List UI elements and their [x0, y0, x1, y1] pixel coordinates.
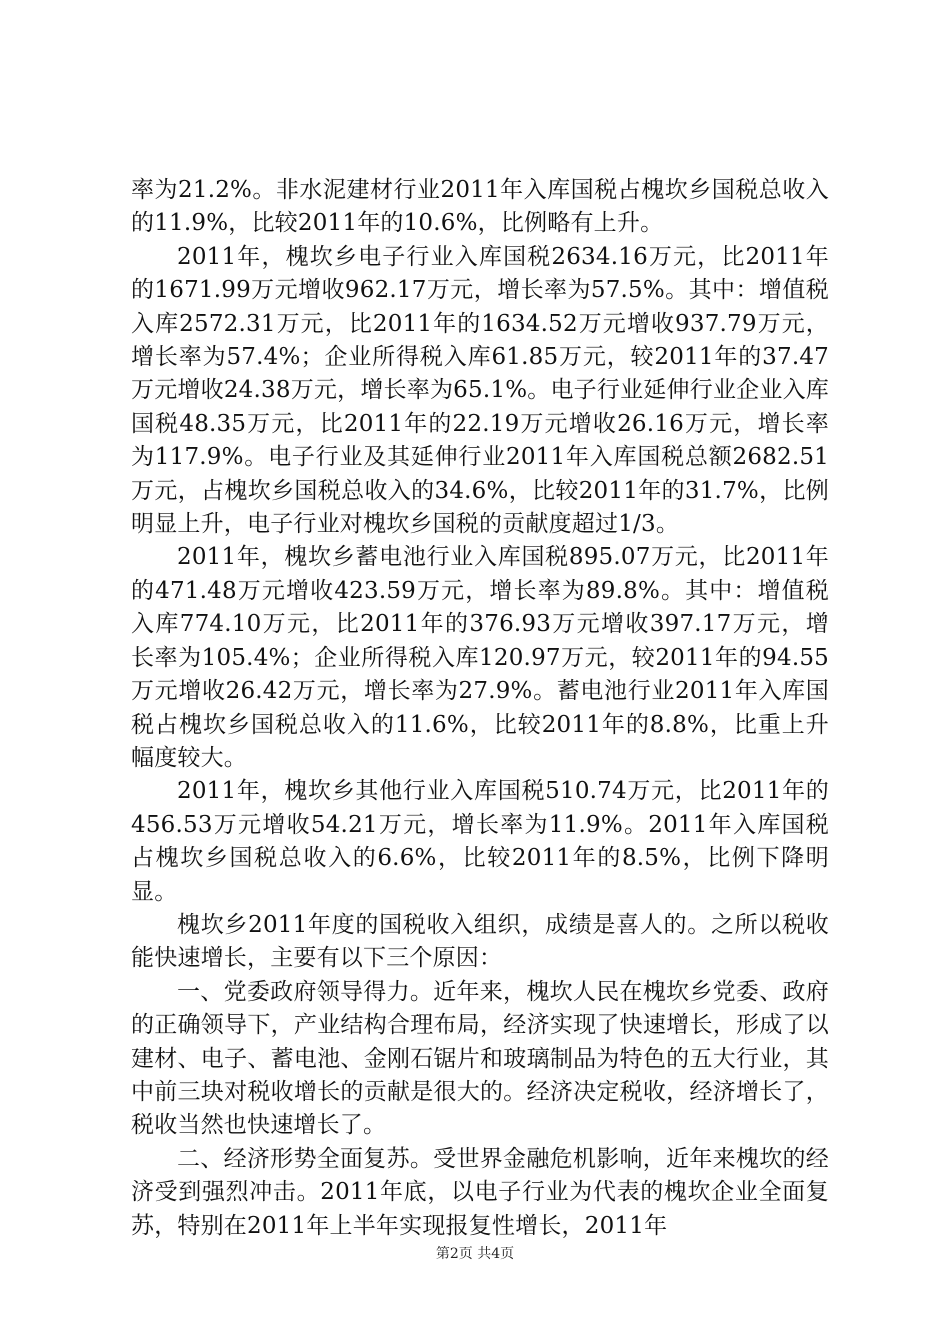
paragraph-summary: 槐坎乡2011年度的国税收入组织，成绩是喜人的。之所以税收能快速增长，主要有以下三个原因：	[131, 911, 829, 972]
paragraph-other-industries: 2011年，槐坎乡其他行业入库国税510.74万元，比2011年的456.53万元增收54.21万元，增长率为11.9%。2011年入库国税占槐坎乡国税总收入的6.6%，比较2011年的8.5%，比例下降明显。	[131, 778, 829, 905]
paragraph-continuation: 率为21.2%。非水泥建材行业2011年入库国税占槐坎乡国税总收入的11.9%，比较2011年的10.6%，比例略有上升。	[131, 177, 829, 237]
page-number-footer: 第2页 共4页	[435, 1246, 515, 1262]
paragraph-battery-industry: 2011年，槐坎乡蓄电池行业入库国税895.07万元，比2011年的471.48万元增收423.59万元，增长率为89.8%。其中：增值税入库774.10万元，比2011年的376.93万元增收397.17万元，增长率为105.4%；企业所得税入库120.97万元，较2011年的94.55万元增收26.42万元，增长率为27.9%。蓄电池行业2011年入库国税占槐坎乡国税总收入的11.6%，比较2011年的8.8%，比重上升幅度较大。	[131, 544, 829, 771]
document-body	[131, 174, 829, 1243]
paragraph-reason-two: 二、经济形势全面复苏。受世界金融危机影响，近年来槐坎的经济受到强烈冲击。2011年底，以电子行业为代表的槐坎企业全面复苏，特别在2011年上半年实现报复性增长，2011年	[131, 1145, 829, 1239]
paragraph-reason-one: 一、党委政府领导得力。近年来，槐坎人民在槐坎乡党委、政府的正确领导下，产业结构合理布局，经济实现了快速增长，形成了以建材、电子、蓄电池、金刚石锯片和玻璃制品为特色的五大行业，其中前三块对税收增长的贡献是很大的。经济决定税收，经济增长了，税收当然也快速增长了。	[131, 978, 829, 1139]
paragraph-electronics-industry: 2011年，槐坎乡电子行业入库国税2634.16万元，比2011年的1671.99万元增收962.17万元，增长率为57.5%。其中：增值税入库2572.31万元，比2011年的1634.52万元增收937.79万元，增长率为57.4%；企业所得税入库61.85万元，较2011年的37.47万元增收24.38万元，增长率为65.1%。电子行业延伸行业企业入库国税48.35万元，比2011年的22.19万元增收26.16万元，增长率为117.9%。电子行业及其延伸行业2011年入库国税总额2682.51万元，占槐坎乡国税总收入的34.6%，比较2011年的31.7%，比例明显上升，电子行业对槐坎乡国税的贡献度超过1/3。	[131, 243, 829, 538]
